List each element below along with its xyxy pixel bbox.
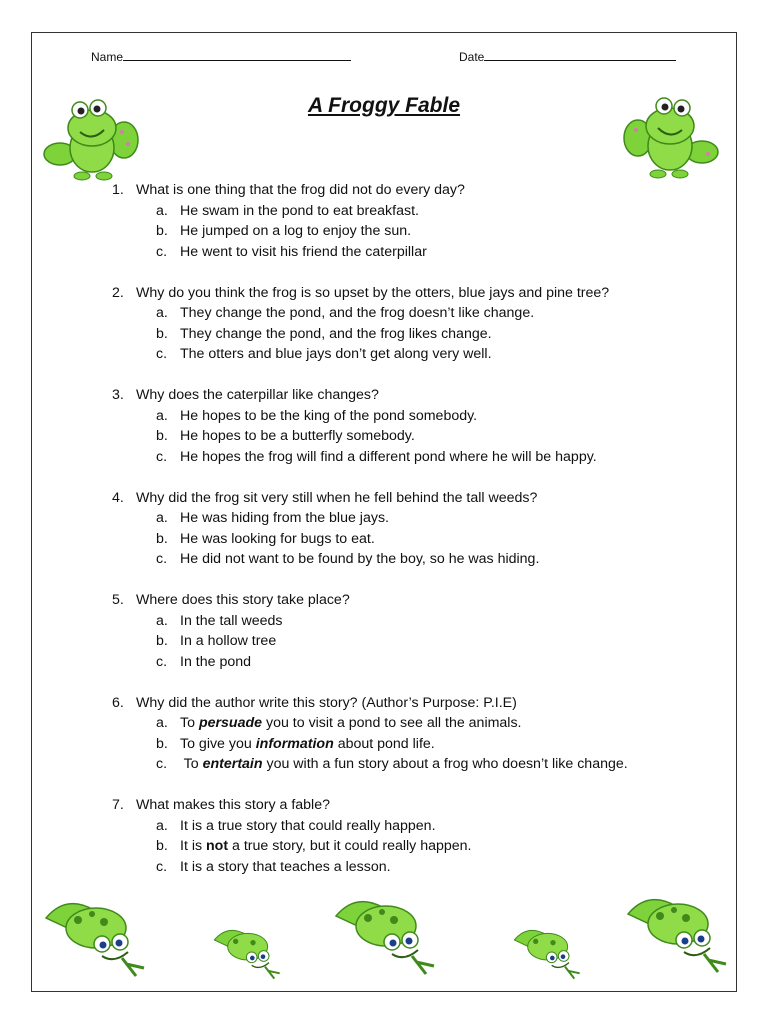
- question-text: Why did the frog sit very still when he fell behind the tall weeds?: [136, 489, 538, 506]
- question-number: 3.: [112, 387, 124, 403]
- option-text: In the tall weeds: [180, 612, 283, 629]
- question-5: [112, 590, 712, 672]
- answer-option[interactable]: [156, 631, 712, 652]
- question-number: 7.: [112, 797, 124, 813]
- option-text: The otters and blue jays don’t get along very well.: [180, 346, 492, 362]
- name-label: Name: [91, 50, 124, 64]
- option-letter: a.: [156, 407, 168, 424]
- answer-option[interactable]: [156, 344, 712, 365]
- question-text: What makes this story a fable?: [136, 797, 330, 813]
- answer-option[interactable]: [156, 447, 712, 468]
- option-text: They change the pond, and the frog doesn’t like change.: [180, 305, 535, 321]
- date-label: Date: [459, 50, 485, 64]
- option-letter: b.: [156, 838, 168, 854]
- option-letter: c.: [156, 756, 168, 772]
- option-text: He did not want to be found by the boy, so he was hiding.: [180, 551, 540, 567]
- option-letter: c.: [156, 653, 168, 670]
- sitting-frog-left-image: [42, 96, 142, 182]
- emphasis-word: not: [206, 838, 229, 854]
- option-letter: a.: [156, 510, 168, 526]
- option-letter: a.: [156, 715, 168, 731]
- question-text: What is one thing that the frog did not do every day?: [136, 182, 465, 198]
- page-title: A Froggy Fable: [307, 94, 461, 117]
- jumping-frog-image: [36, 888, 148, 984]
- option-text: He was hiding from the blue jays.: [180, 510, 389, 526]
- option-text: It is a story that teaches a lesson.: [180, 858, 391, 875]
- answer-option[interactable]: [156, 221, 712, 242]
- question-4: [112, 488, 712, 570]
- option-text: He was looking for bugs to eat.: [180, 530, 375, 547]
- option-text: To persuade you to visit a pond to see all the animals.: [180, 715, 522, 731]
- option-letter: b.: [156, 735, 168, 752]
- jumping-frog-image: [618, 884, 730, 980]
- answer-option[interactable]: [156, 857, 712, 878]
- answer-option[interactable]: [156, 549, 712, 570]
- answer-option[interactable]: [156, 242, 712, 263]
- option-text: It is a true story that could really happen.: [180, 817, 436, 834]
- option-letter: c.: [156, 858, 168, 875]
- jumping-frog-image: [206, 920, 284, 984]
- question-3: [112, 385, 712, 467]
- option-text: They change the pond, and the frog likes change.: [180, 325, 492, 342]
- answer-option[interactable]: [156, 713, 712, 734]
- option-letter: a.: [156, 202, 168, 219]
- option-letter: b.: [156, 633, 168, 649]
- question-text: Why did the author write this story? (Author’s Purpose: P.I.E): [136, 694, 517, 711]
- answer-option[interactable]: [156, 406, 712, 427]
- option-text: In a hollow tree: [180, 633, 277, 649]
- answer-option[interactable]: [156, 508, 712, 529]
- option-letter: a.: [156, 817, 168, 834]
- option-letter: a.: [156, 305, 168, 321]
- option-letter: b.: [156, 428, 168, 444]
- answer-option[interactable]: [156, 836, 712, 857]
- question-text: Where does this story take place?: [136, 592, 350, 608]
- answer-option[interactable]: [156, 303, 712, 324]
- option-letter: c.: [156, 551, 168, 567]
- option-text: He hopes the frog will find a different pond where he will be happy.: [180, 448, 597, 465]
- answer-option[interactable]: [156, 816, 712, 837]
- answer-option[interactable]: [156, 652, 712, 673]
- option-text: In the pond: [180, 653, 251, 670]
- question-7: [112, 795, 712, 877]
- option-text: It is not a true story, but it could really happen.: [180, 838, 472, 854]
- option-text: He hopes to be a butterfly somebody.: [180, 428, 415, 444]
- option-letter: b.: [156, 223, 168, 239]
- answer-option[interactable]: [156, 529, 712, 550]
- answer-option[interactable]: [156, 201, 712, 222]
- question-2: [112, 283, 712, 365]
- answer-option[interactable]: [156, 734, 712, 755]
- date-line[interactable]: [484, 48, 676, 61]
- option-text: He went to visit his friend the caterpillar: [180, 243, 427, 260]
- question-text: Why does the caterpillar like changes?: [136, 387, 379, 403]
- answer-option[interactable]: [156, 754, 712, 775]
- question-number: 6.: [112, 694, 124, 711]
- question-number: 1.: [112, 182, 124, 198]
- name-field[interactable]: [91, 48, 351, 64]
- sitting-frog-right-image: [620, 94, 720, 180]
- question-list: [112, 180, 712, 898]
- option-text: To entertain you with a fun story about a frog who doesn’t like change.: [180, 756, 628, 772]
- option-letter: b.: [156, 530, 168, 547]
- answer-option[interactable]: [156, 611, 712, 632]
- emphasis-word: information: [255, 735, 334, 752]
- question-number: 4.: [112, 489, 124, 506]
- option-letter: a.: [156, 612, 168, 629]
- option-text: He jumped on a log to enjoy the sun.: [180, 223, 412, 239]
- option-text: He swam in the pond to eat breakfast.: [180, 202, 419, 219]
- option-text: To give you information about pond life.: [180, 735, 435, 752]
- emphasis-word: entertain: [202, 756, 263, 772]
- question-6: [112, 693, 712, 775]
- jumping-frog-image: [326, 886, 438, 982]
- question-text: Why do you think the frog is so upset by the otters, blue jays and pine tree?: [136, 284, 610, 301]
- option-letter: b.: [156, 325, 168, 342]
- question-number: 5.: [112, 592, 124, 608]
- question-1: [112, 180, 712, 262]
- option-letter: c.: [156, 448, 168, 465]
- name-line[interactable]: [123, 48, 351, 61]
- option-letter: c.: [156, 243, 168, 260]
- answer-option[interactable]: [156, 426, 712, 447]
- answer-option[interactable]: [156, 324, 712, 345]
- option-text: He hopes to be the king of the pond somebody.: [180, 407, 478, 424]
- emphasis-word: persuade: [198, 715, 263, 731]
- question-number: 2.: [112, 284, 124, 301]
- option-letter: c.: [156, 346, 168, 362]
- jumping-frog-image: [506, 920, 584, 984]
- date-field[interactable]: [459, 48, 676, 64]
